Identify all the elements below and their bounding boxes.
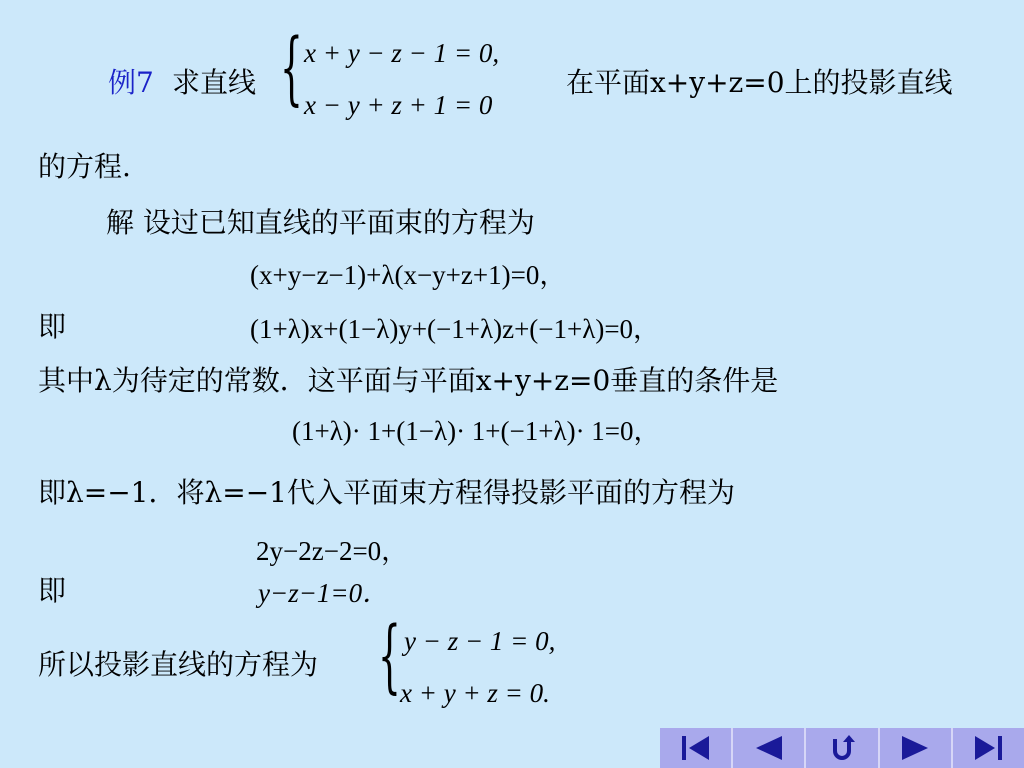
ji-label-1: 即 — [38, 310, 67, 343]
system-line-1: x + y − z − 1 = 0, — [304, 38, 500, 68]
next-slide-button[interactable] — [878, 728, 951, 768]
previous-slide-button[interactable] — [731, 728, 804, 768]
solution-intro: 解 设过已知直线的平面束的方程为 — [106, 206, 535, 239]
first-icon — [679, 734, 713, 762]
system-line-2: x − y + z + 1 = 0 — [304, 90, 493, 120]
equation-expanded: (1+λ)x+(1−λ)y+(−1+λ)z+(−1+λ)=0， — [250, 314, 661, 344]
example-intro: 求直线 — [172, 66, 257, 99]
example-cont: 的方程. — [38, 150, 131, 183]
slide-navigation — [660, 728, 1024, 768]
first-slide-button[interactable] — [660, 728, 731, 768]
equation-simplified: y−z−1=0． — [258, 578, 390, 608]
equation-projection-plane: 2y−2z−2=0， — [256, 536, 409, 566]
last-slide-button[interactable] — [951, 728, 1024, 768]
prev-icon — [752, 734, 786, 762]
equation-pencil: (x+y−z−1)+λ(x−y+z+1)=0， — [250, 260, 567, 290]
example-label: 例7 — [108, 66, 154, 99]
last-icon — [971, 734, 1005, 762]
equation-condition: (1+λ)· 1+(1−λ)· 1+(−1+λ)· 1=0， — [292, 416, 661, 446]
final-line-1: y − z − 1 = 0, — [404, 626, 556, 656]
return-button[interactable] — [804, 728, 877, 768]
return-icon — [827, 733, 857, 763]
ji-label-2: 即 — [38, 574, 67, 607]
final-brace: { — [378, 609, 401, 702]
next-icon — [898, 734, 932, 762]
final-line-2: x + y + z = 0. — [400, 678, 550, 708]
lambda-result-text: 即λ=−1．将λ=−1代入平面束方程得投影平面的方程为 — [38, 476, 735, 509]
system-brace: { — [280, 21, 303, 114]
perpendicular-condition-text: 其中λ为待定的常数．这平面与平面x+y+z=0垂直的条件是 — [38, 364, 779, 397]
example-after: 在平面x+y+z=0上的投影直线 — [566, 66, 953, 99]
final-intro: 所以投影直线的方程为 — [38, 648, 319, 681]
